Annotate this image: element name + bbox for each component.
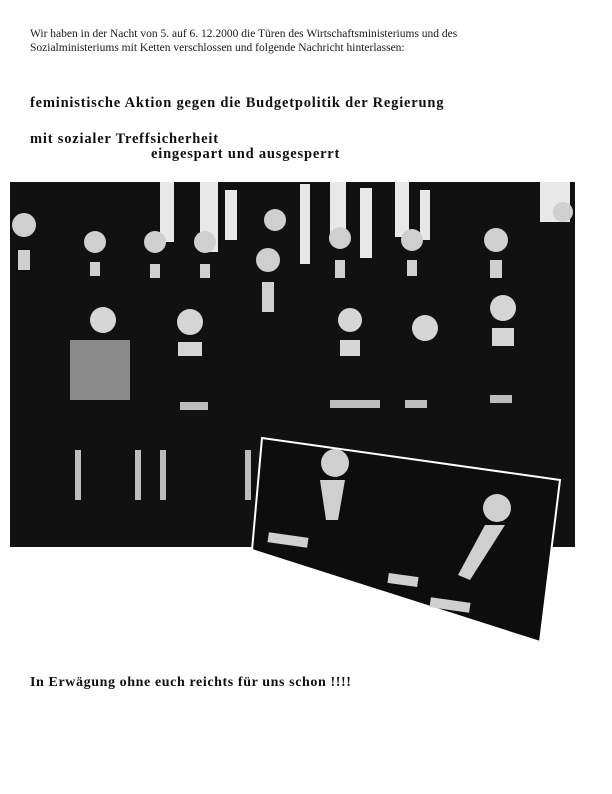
government-group-photo-collage — [0, 180, 612, 650]
subline-1: mit sozialer Treffsicherheit — [30, 131, 219, 147]
closing-statement: In Erwägung ohne euch reichts für uns schon !!!! — [30, 675, 352, 690]
subline-2: eingespart und ausgesperrt — [151, 146, 341, 162]
intro-line-2: Sozialministeriums mit Ketten verschlossen und folgende Nachricht hinterlassen: — [30, 42, 405, 54]
intro-line-1: Wir haben in der Nacht von 5. auf 6. 12.2000 die Türen des Wirtschaftsministeriums und des — [30, 28, 458, 40]
headline: feministische Aktion gegen die Budgetpolitik der Regierung — [30, 95, 445, 111]
intro-paragraph — [30, 27, 570, 55]
